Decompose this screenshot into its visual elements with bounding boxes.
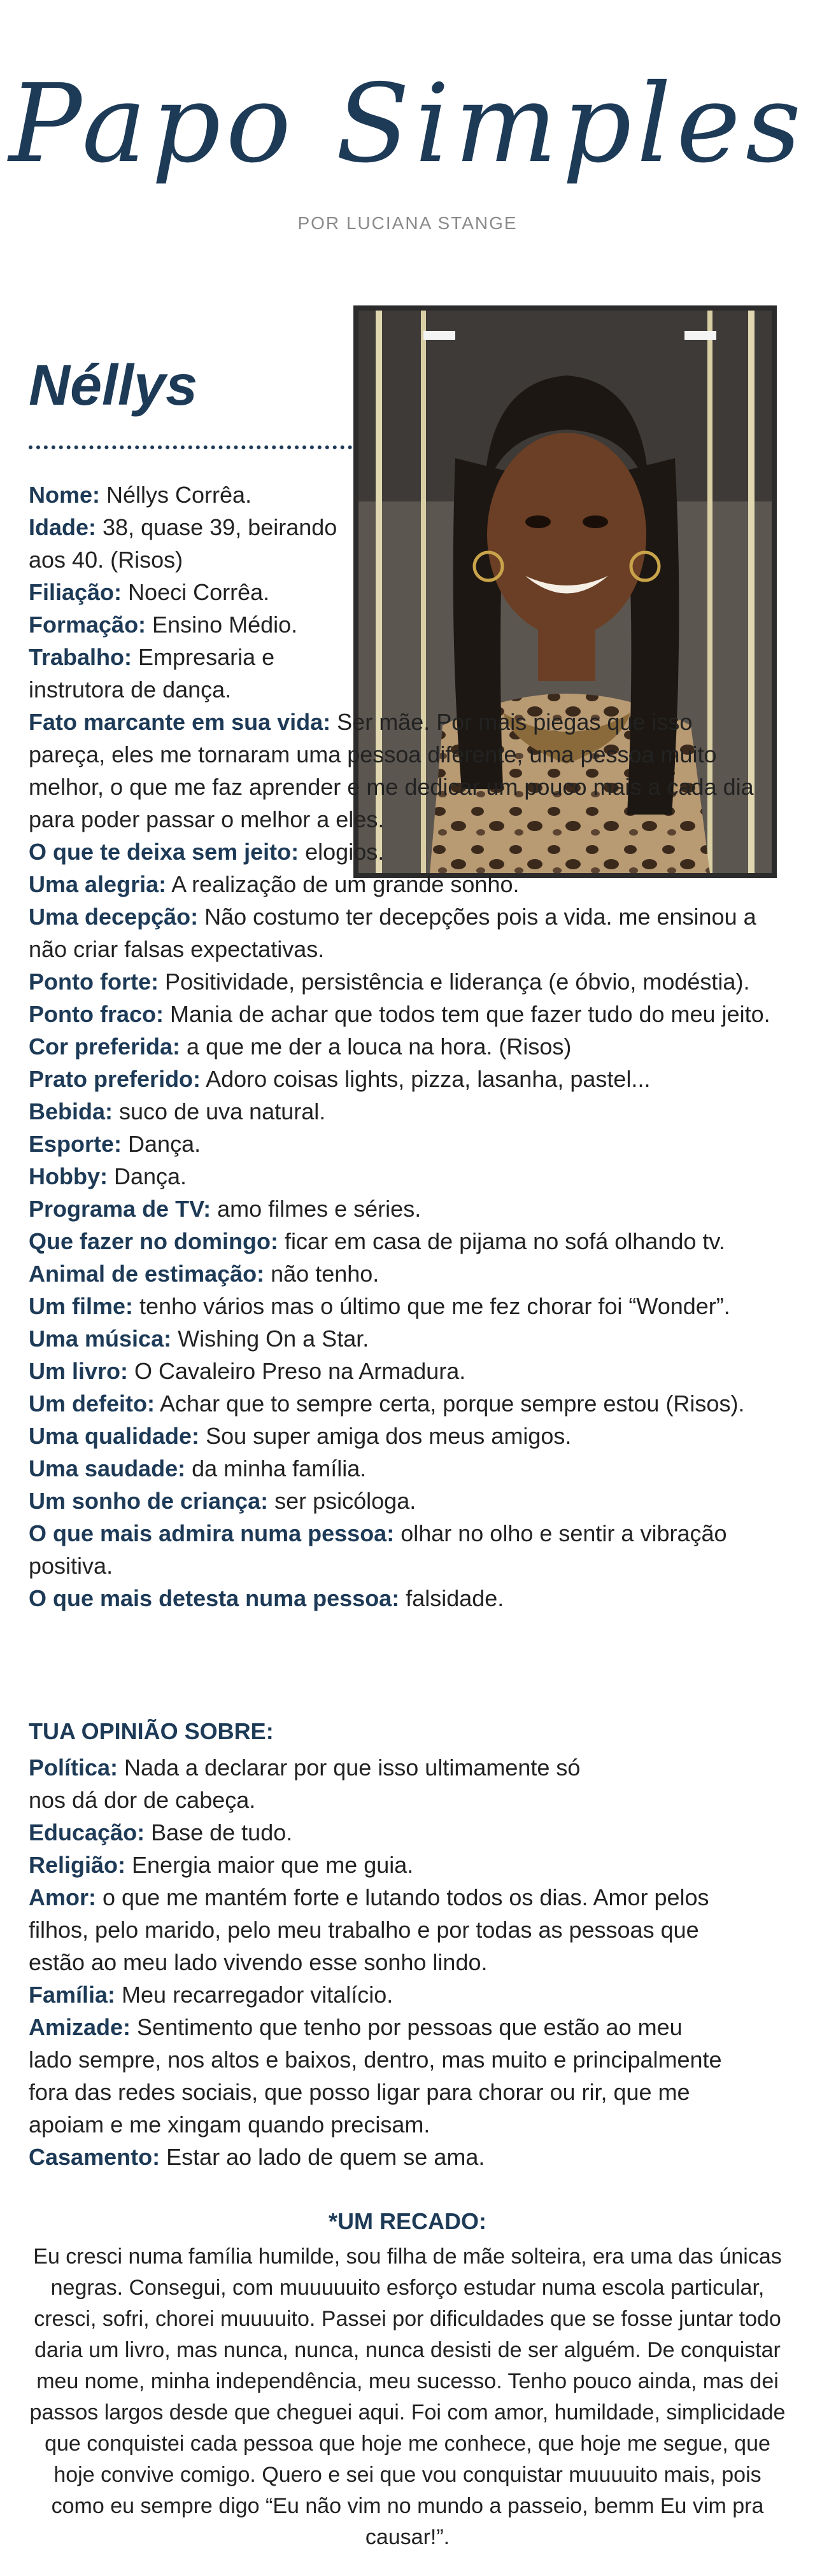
recado-title: *UM RECADO: — [329, 2208, 486, 2234]
opinion-label: Casamento: — [29, 2144, 160, 2170]
profile-label: Uma qualidade: — [29, 1423, 200, 1449]
profile-value: Noeci Corrêa. — [122, 579, 270, 605]
profile-item — [29, 1517, 793, 1582]
profile-label: Fato marcante em sua vida: — [29, 709, 331, 735]
profile-item — [29, 1322, 793, 1355]
opinion-value: Sentimento que tenho por pessoas que estão ao meu lado sempre, nos altos e baixos, dentro, mas muito e principalmente fora das redes sociais, que posso ligar para chorar ou rir, que me apoiam e me xingam quando precisam. — [29, 2014, 722, 2138]
profile-label: Bebida: — [29, 1098, 113, 1124]
profile-item — [29, 479, 341, 511]
profile-label: Idade: — [29, 514, 97, 540]
profile-value: Adoro coisas lights, pizza, lasanha, pastel... — [201, 1066, 651, 1092]
profile-label: Que fazer no domingo: — [29, 1228, 278, 1254]
profile-label: Hobby: — [29, 1163, 108, 1189]
profile-value: falsidade. — [399, 1585, 504, 1611]
profile-list — [29, 479, 793, 1614]
opinion-item — [29, 1978, 793, 2011]
profile-item — [29, 998, 793, 1030]
recado-body: Eu cresci numa família humilde, sou filha de mãe solteira, era uma das únicas negras. Consegui, com muuuuuito esforço estudar numa escola particular, cresci, sofri, chorei muuuuito. Passei por dificuldades que se fosse juntar todo daria um livro, mas nunca, nunca, nunca desisti de ser alguém. De conquistar meu nome, minha independência, meu sucesso. Tenho pouco ainda, mas dei passos largos desde que cheguei aqui. Foi com amor, humildade, simplicidade que conquistei cada pessoa que hoje me conhece, que hoje me segue, que hoje convive comigo. Quero e sei que vou conquistar muuuuito mais, pois como eu sempre digo “Eu não vim no mundo a passeio, bemm Eu vim pra causar!”. — [29, 2244, 786, 2549]
profile-value: O Cavaleiro Preso na Armadura. — [128, 1358, 466, 1384]
profile-item — [29, 511, 341, 576]
profile-value: tenho vários mas o último que me fez chorar foi “Wonder”. — [133, 1293, 730, 1319]
opinion-label: Família: — [29, 1982, 116, 2008]
profile-label: O que mais admira numa pessoa: — [29, 1520, 395, 1546]
profile-value: amo filmes e séries. — [211, 1196, 422, 1222]
profile-value: 38, quase 39, beirando aos 40. (Risos) — [29, 514, 337, 573]
profile-item — [29, 836, 793, 868]
profile-item — [29, 1063, 793, 1095]
profile-value: olhar no olho e sentir a vibração positiva. — [29, 1520, 727, 1579]
profile-label: Esporte: — [29, 1131, 122, 1157]
profile-value: Ser mãe. Por mais piegas que isso pareça, eles me tornaram uma pessoa diferente, uma pessoa muito melhor, o que me faz aprender e me dedicar um pouco mais a cada dia para poder passar o melhor a eles. — [29, 709, 754, 832]
profile-value: não tenho. — [264, 1261, 379, 1287]
opinion-label: Educação: — [29, 1819, 145, 1845]
profile-item — [29, 1452, 793, 1485]
dotted-divider — [29, 445, 360, 449]
byline: POR LUCIANA STANGE — [297, 213, 518, 233]
profile-item — [29, 608, 341, 641]
opinion-item — [29, 2011, 729, 2141]
opinion-item — [29, 1816, 793, 1849]
profile-value: Achar que to sempre certa, porque sempre estou (Risos). — [155, 1390, 745, 1417]
profile-value: ser psicóloga. — [268, 1488, 416, 1514]
profile-item — [29, 1420, 793, 1452]
profile-label: O que te deixa sem jeito: — [29, 839, 299, 865]
profile-label: Prato preferido: — [29, 1066, 201, 1092]
profile-item — [29, 1257, 793, 1290]
opinion-value: Energia maior que me guia. — [125, 1852, 414, 1878]
profile-label: Ponto forte: — [29, 969, 159, 995]
profile-item — [29, 1030, 793, 1063]
profile-value: Néllys Corrêa. — [100, 482, 252, 508]
opinion-value: Base de tudo. — [145, 1819, 293, 1845]
profile-item — [29, 706, 767, 836]
profile-value: Dança. — [107, 1163, 187, 1189]
profile-label: Filiação: — [29, 579, 122, 605]
profile-item — [29, 1290, 793, 1322]
profile-value: Sou super amiga dos meus amigos. — [199, 1423, 572, 1449]
profile-label: Animal de estimação: — [29, 1261, 265, 1287]
profile-value: Positividade, persistência e liderança (e óbvio, modéstia). — [158, 969, 750, 995]
profile-label: Uma saudade: — [29, 1455, 186, 1481]
opinion-heading: TUA OPINIÃO SOBRE: — [29, 1718, 274, 1744]
profile-item — [29, 1193, 793, 1225]
profile-item — [29, 1485, 793, 1517]
opinion-item — [29, 1849, 793, 1881]
profile-item — [29, 576, 341, 608]
opinion-value: Nada a declarar por que isso ultimamente só nos dá dor de cabeça. — [29, 1754, 581, 1813]
profile-label: Cor preferida: — [29, 1033, 181, 1060]
opinion-value: Meu recarregador vitalício. — [115, 1982, 393, 2008]
profile-value: Wishing On a Star. — [171, 1326, 369, 1352]
profile-value: Mania de achar que todos tem que fazer tudo do meu jeito. — [164, 1001, 770, 1027]
opinion-value: Estar ao lado de quem se ama. — [160, 2144, 485, 2170]
profile-label: Uma música: — [29, 1326, 172, 1352]
profile-item — [29, 965, 793, 998]
profile-label: O que mais detesta numa pessoa: — [29, 1585, 400, 1611]
profile-label: Uma decepção: — [29, 904, 199, 930]
profile-item — [29, 1225, 793, 1257]
profile-label: Uma alegria: — [29, 871, 167, 897]
profile-label: Nome: — [29, 482, 101, 508]
profile-item — [29, 641, 341, 706]
profile-value: A realização de um grande sonho. — [166, 871, 520, 897]
profile-label: Um defeito: — [29, 1390, 155, 1417]
profile-label: Um sonho de criança: — [29, 1488, 269, 1514]
profile-item — [29, 1128, 793, 1160]
profile-label: Formação: — [29, 612, 146, 638]
opinion-item — [29, 1751, 589, 1816]
profile-label: Programa de TV: — [29, 1196, 211, 1222]
profile-item — [29, 1095, 793, 1128]
profile-value: suco de uva natural. — [113, 1098, 326, 1124]
profile-item — [29, 1387, 793, 1420]
opinion-label: Política: — [29, 1754, 118, 1781]
profile-item — [29, 1355, 793, 1387]
opinion-value: o que me mantém forte e lutando todos os dias. Amor pelos filhos, pelo marido, pelo meu trabalho e por todas as pessoas que estão ao meu lado vivendo esse sonho lindo. — [29, 1884, 709, 1975]
profile-value: a que me der a louca na hora. (Risos) — [180, 1033, 572, 1060]
profile-label: Um livro: — [29, 1358, 129, 1384]
profile-value: da minha família. — [185, 1455, 367, 1481]
profile-item — [29, 900, 793, 965]
profile-value: ficar em casa de pijama no sofá olhando tv. — [278, 1228, 725, 1254]
profile-value: elogios. — [299, 839, 385, 865]
opinion-item — [29, 1881, 755, 1978]
profile-value: Dança. — [122, 1131, 201, 1157]
opinion-label: Religião: — [29, 1852, 126, 1878]
profile-item — [29, 1160, 793, 1193]
opinion-label: Amizade: — [29, 2014, 131, 2040]
profile-name-heading: Néllys — [29, 354, 198, 417]
profile-label: Um filme: — [29, 1293, 134, 1319]
opinion-list — [29, 1751, 793, 2173]
page-title: Papo Simples — [8, 61, 807, 187]
profile-value: Não costumo ter decepções pois a vida. me ensinou a não criar falsas expectativas. — [29, 904, 756, 962]
profile-label: Ponto fraco: — [29, 1001, 164, 1027]
opinion-item — [29, 2141, 793, 2173]
opinion-label: Amor: — [29, 1884, 96, 1910]
profile-item — [29, 1582, 793, 1614]
profile-value: Empresaria e instrutora de dança. — [29, 644, 275, 703]
profile-value: Ensino Médio. — [146, 612, 298, 638]
profile-item — [29, 868, 793, 900]
profile-label: Trabalho: — [29, 644, 132, 670]
